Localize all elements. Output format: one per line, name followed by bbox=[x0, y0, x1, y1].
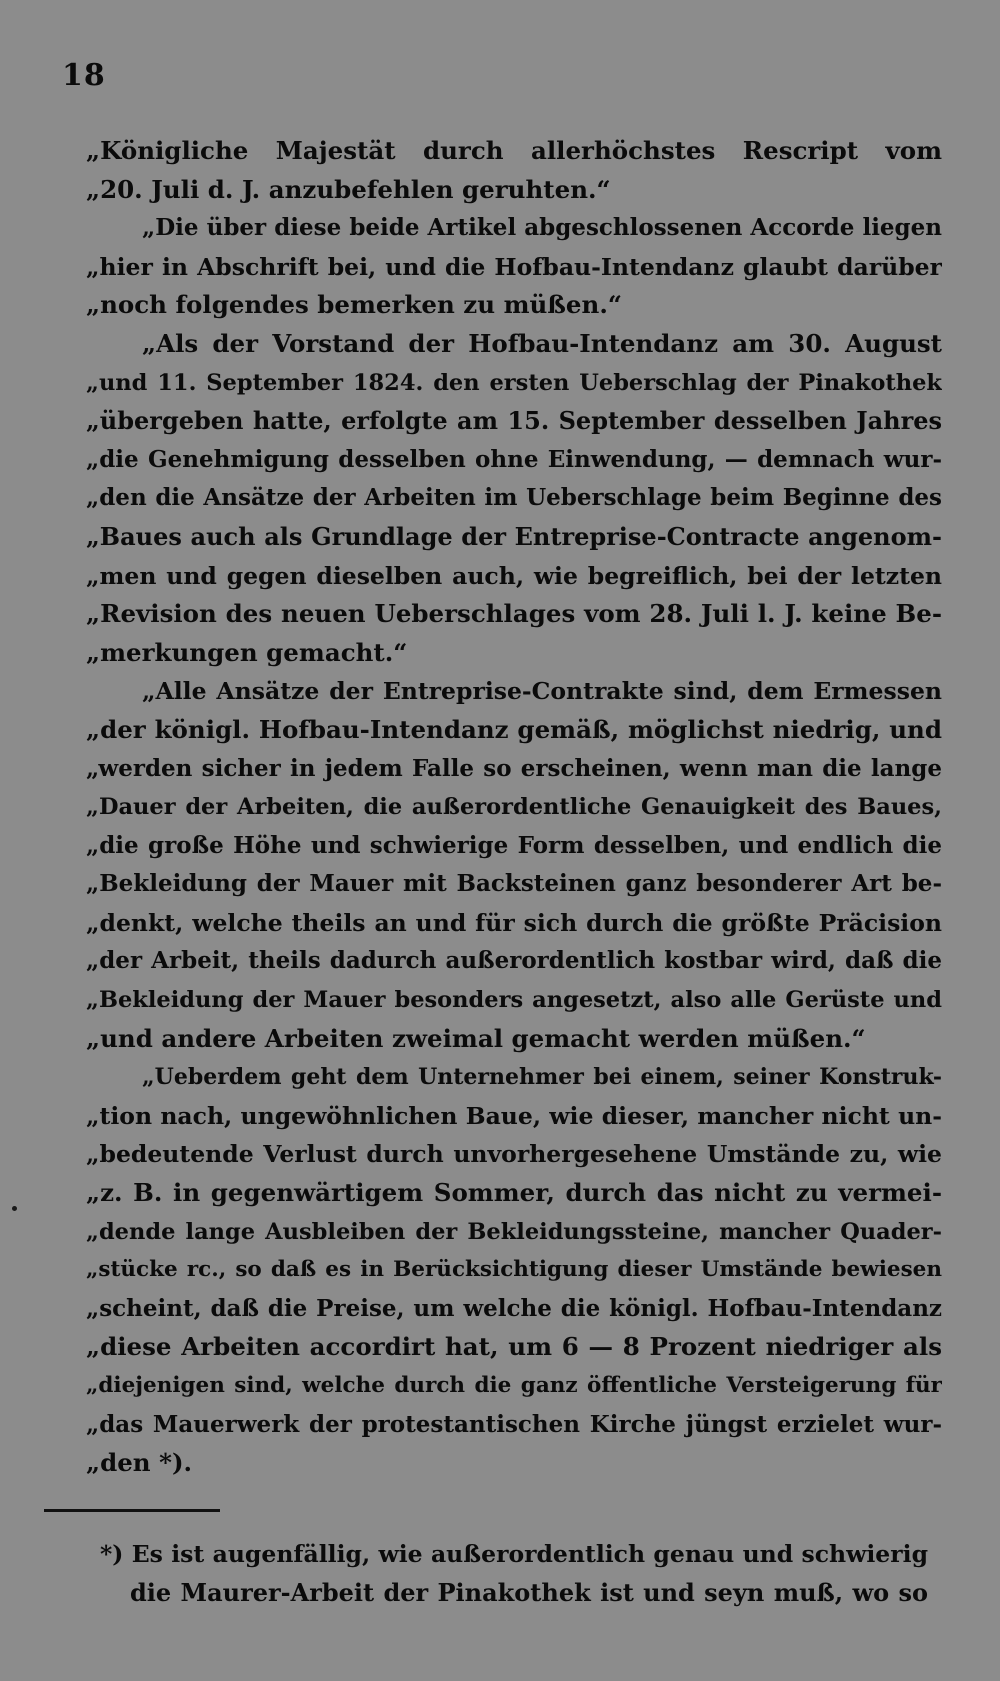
text-line: „20. Juli d. J. anzubefehlen geruhten.“ bbox=[86, 174, 611, 204]
text-line: „Baues auch als Grundlage der Entreprise-Contracte angenom- bbox=[86, 521, 942, 551]
text-line: „und 11. September 1824. den ersten Ueberschlag der Pinakothek bbox=[86, 369, 942, 396]
text-line: „hier in Abschrift bei, und die Hofbau-Intendanz glaubt darüber bbox=[86, 252, 942, 281]
footnote-line: die Maurer-Arbeit der Pinakothek ist und seyn muß, wo so bbox=[130, 1577, 928, 1607]
text-line: „die große Höhe und schwierige Form desselben, und endlich die bbox=[86, 831, 942, 859]
text-line: „noch folgendes bemerken zu müßen.“ bbox=[86, 290, 622, 320]
text-line: „und andere Arbeiten zweimal gemacht werden müßen.“ bbox=[86, 1023, 866, 1053]
text-line: „übergeben hatte, erfolgte am 15. September desselben Jahres bbox=[86, 406, 942, 436]
text-line: „Dauer der Arbeiten, die außerordentliche Genauigkeit des Baues, bbox=[86, 794, 942, 821]
text-line: „das Mauerwerk der protestantischen Kirche jüngst erzielet wur- bbox=[86, 1410, 942, 1438]
text-line: „werden sicher in jedem Falle so erscheinen, wenn man die lange bbox=[86, 754, 942, 782]
text-line: „Die über diese beide Artikel abgeschlossenen Accorde liegen bbox=[142, 214, 942, 242]
text-line: „scheint, daß die Preise, um welche die königl. Hofbau-Intendanz bbox=[86, 1294, 942, 1322]
text-line: „diese Arbeiten accordirt hat, um 6 — 8 Prozent niedriger als bbox=[86, 1332, 942, 1362]
text-line: „Revision des neuen Ueberschlages vom 28. Juli l. J. keine Be- bbox=[86, 599, 942, 629]
text-line: „der Arbeit, theils dadurch außerordentlich kostbar wird, daß die bbox=[86, 947, 942, 975]
scan-speck bbox=[12, 1206, 17, 1211]
footnote-line: *) Es ist augenfällig, wie außerordentlich genau und schwierig bbox=[100, 1540, 928, 1568]
body-text bbox=[86, 132, 942, 1483]
text-line: „z. B. in gegenwärtigem Sommer, durch das nicht zu vermei- bbox=[86, 1178, 942, 1208]
text-line: „der königl. Hofbau-Intendanz gemäß, möglichst niedrig, und bbox=[86, 714, 942, 744]
text-line: „denkt, welche theils an und für sich durch die größte Präcision bbox=[86, 908, 942, 937]
footnote bbox=[100, 1535, 928, 1612]
text-line: „merkungen gemacht.“ bbox=[86, 637, 408, 667]
text-line: „den die Ansätze der Arbeiten im Ueberschlage beim Beginne des bbox=[86, 484, 942, 512]
text-line: „tion nach, ungewöhnlichen Baue, wie dieser, mancher nicht un- bbox=[86, 1101, 942, 1130]
text-line: „bedeutende Verlust durch unvorhergesehene Umstände zu, wie bbox=[86, 1140, 942, 1169]
text-line: „den *). bbox=[86, 1448, 193, 1478]
text-line: „diejenigen sind, welche durch die ganz öffentliche Versteigerung für bbox=[86, 1373, 942, 1398]
text-line: „dende lange Ausbleiben der Bekleidungssteine, mancher Quader- bbox=[86, 1218, 942, 1245]
text-line: „Als der Vorstand der Hofbau-Intendanz am 30. August bbox=[142, 328, 942, 358]
text-line: „Königliche Majestät durch allerhöchstes Rescript vom bbox=[86, 136, 942, 165]
page-number: 18 bbox=[62, 58, 106, 93]
text-line: „Alle Ansätze der Entreprise-Contrakte sind, dem Ermessen bbox=[142, 677, 942, 706]
text-line: „Bekleidung der Mauer besonders angesetzt, also alle Gerüste und bbox=[86, 987, 942, 1014]
text-line: „men und gegen dieselben auch, wie begreiflich, bei der letzten bbox=[86, 561, 942, 590]
footnote-divider bbox=[44, 1509, 220, 1512]
text-line: „stücke rc., so daß es in Berücksichtigung dieser Umstände bewiesen bbox=[86, 1257, 942, 1283]
text-line: „die Genehmigung desselben ohne Einwendung, — demnach wur- bbox=[86, 445, 942, 473]
text-line: „Ueberdem geht dem Unternehmer bei einem, seiner Konstruk- bbox=[142, 1064, 942, 1091]
text-line: „Bekleidung der Mauer mit Backsteinen ganz besonderer Art be- bbox=[86, 870, 942, 898]
